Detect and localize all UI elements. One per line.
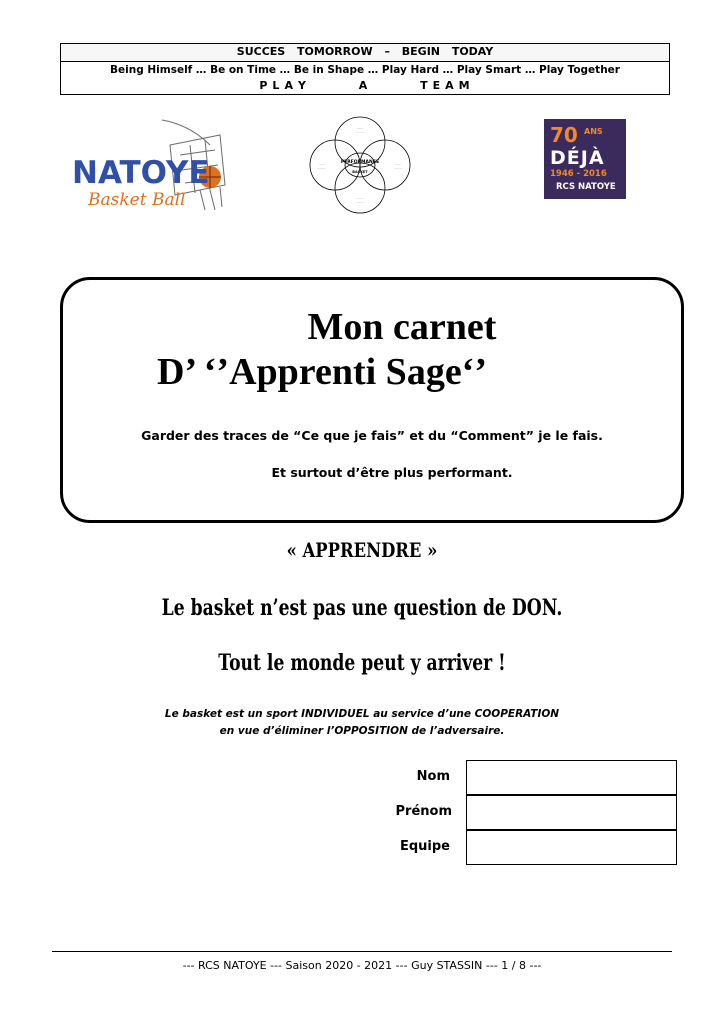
- title-subtitle-2: Et surtout d’être plus performant.: [271, 465, 513, 480]
- motto-line-3: P L A Y A T E A M: [259, 79, 471, 92]
- svg-text:·······: ·······: [394, 162, 402, 166]
- title-line-1: Mon carnet: [307, 306, 497, 348]
- svg-text:········: ········: [394, 166, 402, 170]
- anniv-number: 70: [550, 123, 578, 147]
- description-line-2: en vue d’éliminer l’OPPOSITION de l’adversaire.: [219, 725, 505, 737]
- title-rounded-box: [60, 277, 684, 523]
- anniv-ans: ANS: [584, 127, 603, 136]
- page-footer: --- RCS NATOYE --- Saison 2020 - 2021 --- Guy STASSIN --- 1 / 8 ---: [182, 959, 542, 972]
- quote-line-2: Tout le monde peut y arriver !: [218, 650, 506, 676]
- natoye-text: NATOYE: [72, 155, 210, 191]
- basket-label: BASKET: [352, 170, 368, 174]
- natoye-basketball-logo: [70, 115, 230, 215]
- svg-text:········: ········: [356, 130, 364, 134]
- anniv-years: 1946 - 2016: [550, 169, 607, 179]
- apprendre-heading: « APPRENDRE »: [286, 538, 438, 562]
- nom-label: Nom: [416, 769, 450, 784]
- anniv-deja: DÉJÀ: [550, 147, 605, 169]
- svg-text:·······: ·······: [356, 126, 364, 130]
- prenom-label: Prénom: [395, 804, 452, 819]
- equipe-field[interactable]: [466, 830, 677, 865]
- quote-line-1: Le basket n’est pas une question de DON.: [161, 595, 563, 621]
- footer-divider: [52, 951, 672, 952]
- nom-field[interactable]: [466, 760, 677, 795]
- svg-text:·······: ·······: [318, 162, 326, 166]
- header-motto-box: [60, 43, 670, 95]
- motto-line-2: Being Himself … Be on Time … Be in Shape … Play Hard … Play Smart … Play Together: [110, 64, 620, 76]
- svg-text:·········: ·········: [355, 200, 365, 204]
- equipe-label: Equipe: [399, 839, 450, 854]
- title-subtitle-1: Garder des traces de “Ce que je fais” et du “Comment” je le fais.: [141, 428, 603, 443]
- title-line-2: D’ ‘’Apprenti Sage‘’: [157, 351, 487, 393]
- svg-text:········: ········: [356, 196, 364, 200]
- svg-text:·········: ·········: [317, 166, 327, 170]
- description-line-1: Le basket est un sport INDIVIDUEL au service d’une COOPERATION: [164, 708, 560, 720]
- anniv-club: RCS NATOYE: [556, 182, 616, 192]
- prenom-field[interactable]: [466, 795, 677, 830]
- performance-circles-diagram: [300, 115, 420, 215]
- motto-line-1: SUCCES TOMORROW – BEGIN TODAY: [61, 44, 669, 62]
- anniversary-70-logo: [544, 119, 626, 199]
- performance-label: PERFORMANCE: [340, 160, 380, 165]
- basketball-text: Basket Ball: [88, 190, 186, 210]
